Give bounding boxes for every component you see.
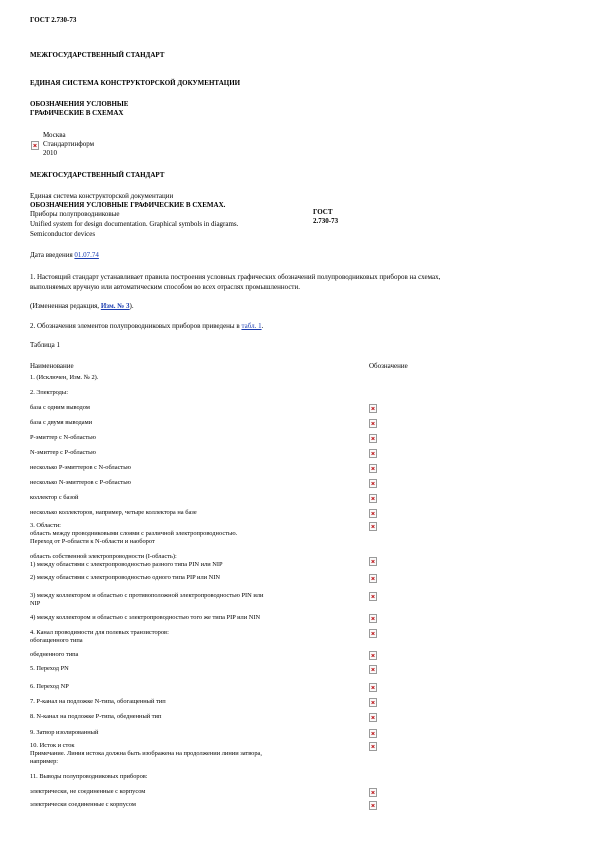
interstate-standard-heading-2: МЕЖГОСУДАРСТВЕННЫЙ СТАНДАРТ xyxy=(30,171,165,179)
paragraph-2-end: . xyxy=(261,322,264,330)
paragraph-1-line-1: 1. Настоящий стандарт устанавливает правила построения условных графических обозначений полупроводниковых приборов на схемах, xyxy=(30,273,441,281)
table-row-text: электрически соединенные с корпусом xyxy=(30,801,136,808)
broken-image-icon xyxy=(369,464,377,473)
publisher: Стандартинформ xyxy=(43,140,95,148)
table-row-text: 2. Электроды: xyxy=(30,389,68,396)
table-row-text: 9. Затвор изолированный xyxy=(30,729,99,736)
broken-image-icon xyxy=(369,742,377,751)
broken-image-icon xyxy=(369,574,377,583)
table-row-text: база с двумя выводами xyxy=(30,419,93,426)
table-header-name: Наименование xyxy=(30,362,74,370)
table-row-text: 3) между коллектором и областью с противоположной электропроводностью PIN или xyxy=(30,592,264,599)
system-title: ЕДИНАЯ СИСТЕМА КОНСТРУКТОРСКОЙ ДОКУМЕНТАЦИИ xyxy=(30,79,241,87)
broken-image-icon xyxy=(369,522,377,531)
table-row-text: несколько коллекторов, например, четыре коллектора на базе xyxy=(30,509,197,516)
table-row-text: Примечание. Линия истока должна быть изображена на продолжении линии затвора, xyxy=(30,750,262,757)
table-header-symbol: Обозначение xyxy=(369,362,408,370)
table-row-text: электрически, не соединенные с корпусом xyxy=(30,788,146,795)
broken-image-icon xyxy=(369,479,377,488)
broken-image-icon xyxy=(369,404,377,413)
table-row-text: обогащенного типа xyxy=(30,637,83,644)
table-row-text: N-эмиттер с Р-областью xyxy=(30,449,96,456)
broken-image-icon xyxy=(369,651,377,660)
table-row-text: 1. (Исключен, Изм. № 2). xyxy=(30,374,99,381)
broken-image-icon xyxy=(369,509,377,518)
paragraph-2-text: 2. Обозначения элементов полупроводниковых приборов приведены в xyxy=(30,322,240,330)
table-row-text: 4. Канал проводимости для полевых транзисторов: xyxy=(30,629,169,636)
table-row-text: Р-эмиттер с N-областью xyxy=(30,434,96,441)
broken-image-icon xyxy=(369,419,377,428)
table-row-text: база с одним выводом xyxy=(30,404,90,411)
title-block-line-2: ОБОЗНАЧЕНИЯ УСЛОВНЫЕ ГРАФИЧЕСКИЕ В СХЕМАХ. xyxy=(30,201,226,209)
paragraph-1-line-2: выполняемых вручную или автоматическим способом во всех отраслях промышленности. xyxy=(30,283,300,291)
broken-image-icon xyxy=(369,698,377,707)
broken-image-icon xyxy=(369,683,377,692)
table-caption: Таблица 1 xyxy=(30,341,60,349)
publisher-city: Москва xyxy=(43,131,66,139)
broken-image-icon xyxy=(369,557,377,566)
effective-date-link[interactable]: 01.07.74 xyxy=(74,251,99,259)
paragraph-2 xyxy=(30,322,263,330)
broken-image-icon xyxy=(369,449,377,458)
table-row-text: 3. Области: xyxy=(30,522,61,529)
broken-image-icon xyxy=(369,729,377,738)
title-line-1: ОБОЗНАЧЕНИЯ УСЛОВНЫЕ xyxy=(30,100,129,108)
table-row-text: несколько N-эмиттеров с Р-областью xyxy=(30,479,131,486)
table-row-text: 1) между областями с электропроводностью разного типа PIN или NIP xyxy=(30,561,223,568)
broken-image-icon xyxy=(369,665,377,674)
amendment-link[interactable]: Изм. № 3 xyxy=(100,302,130,310)
broken-image-icon xyxy=(369,713,377,722)
amendment-prefix: (Измененная редакция, xyxy=(30,302,100,310)
interstate-standard-heading: МЕЖГОСУДАРСТВЕННЫЙ СТАНДАРТ xyxy=(30,51,165,59)
title-block-line-4: Unified system for design documentation. Graphical symbols in diagrams. xyxy=(30,220,239,228)
effective-date-label: Дата введения xyxy=(30,251,73,259)
broken-image-icon xyxy=(369,801,377,810)
amendment-suffix: ). xyxy=(129,302,134,310)
table-row-text: 4) между коллектором и областью с электропроводностью того же типа PIP или NIN xyxy=(30,614,261,621)
table-row-text: область собственной электропроводности (I-область): xyxy=(30,553,177,560)
table-1-link[interactable]: табл. 1 xyxy=(241,322,262,330)
table-row-text: 2) между областями с электропроводностью одного типа PIP или NIN xyxy=(30,574,221,581)
title-block-line-1: Единая система конструкторской документации xyxy=(30,192,174,200)
title-block-line-5: Semiconductor devices xyxy=(30,230,96,238)
table-row-text: коллектор с базой xyxy=(30,494,79,501)
table-row-text: 10. Исток и сток xyxy=(30,742,75,749)
table-row-text: например: xyxy=(30,758,59,765)
broken-image-icon xyxy=(31,141,39,150)
broken-image-icon xyxy=(369,592,377,601)
broken-image-icon xyxy=(369,434,377,443)
effective-date xyxy=(30,251,99,259)
publish-year: 2010 xyxy=(43,149,57,157)
table-row-text: Переход от Р-области к N-области и наоборот xyxy=(30,538,155,545)
broken-image-icon xyxy=(369,494,377,503)
doc-code: ГОСТ 2.730-73 xyxy=(30,16,77,24)
broken-image-icon xyxy=(369,629,377,638)
table-row-text: область между проводниковыми слоями с различной электропроводностью. xyxy=(30,530,238,537)
amendment-note xyxy=(30,302,134,310)
table-row-text: 8. N-канал на подложке Р-типа, обедненный тип xyxy=(30,713,162,720)
table-row-text: 7. Р-канал на подложке N-типа, обогащенный тип xyxy=(30,698,166,705)
broken-image-icon xyxy=(369,614,377,623)
table-row-text: обедненного типа xyxy=(30,651,79,658)
gost-label: ГОСТ xyxy=(313,208,333,216)
table-row-text: 6. Переход NP xyxy=(30,683,69,690)
table-row-text: 5. Переход PN xyxy=(30,665,69,672)
broken-image-icon xyxy=(369,788,377,797)
gost-number: 2.730-73 xyxy=(313,217,339,225)
title-block-line-3: Приборы полупроводниковые xyxy=(30,210,120,218)
table-row-text: 11. Выводы полупроводниковых приборов: xyxy=(30,773,148,780)
table-row-text: NIP xyxy=(30,600,41,607)
title-line-2: ГРАФИЧЕСКИЕ В СХЕМАХ xyxy=(30,109,124,117)
table-row-text: несколько Р-эмиттеров с N-областью xyxy=(30,464,131,471)
